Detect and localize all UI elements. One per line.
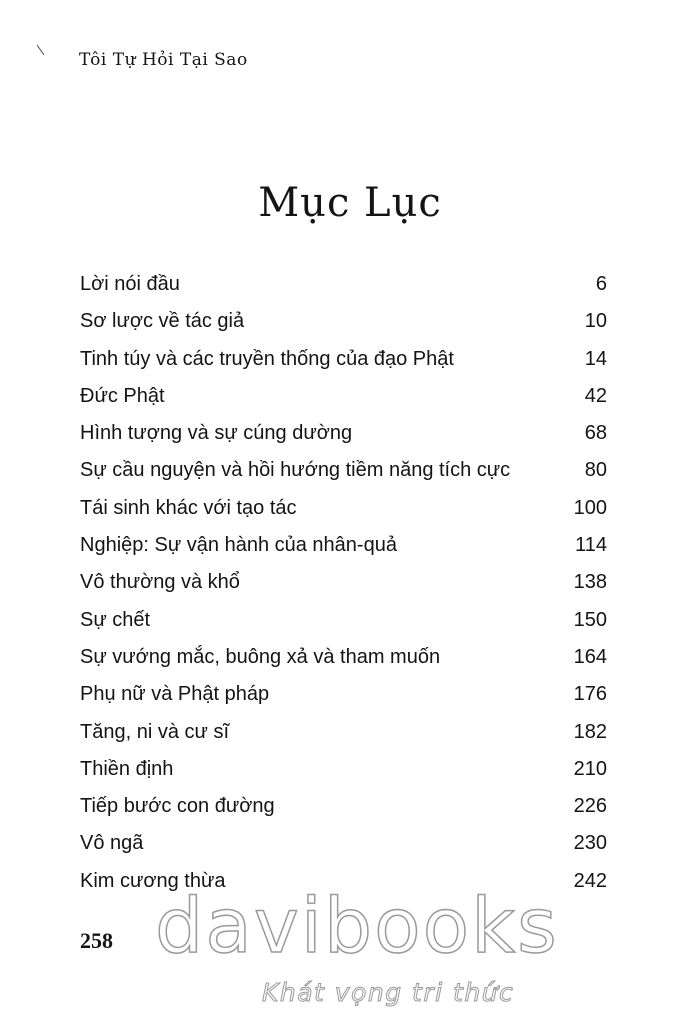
toc-entry-page: 210 xyxy=(573,757,607,780)
watermark-brand: davibooks xyxy=(155,881,559,970)
toc-entry xyxy=(80,303,607,340)
toc-entry-page: 10 xyxy=(584,310,607,333)
toc-entry-title: Sự vướng mắc, buông xả và tham muốn xyxy=(80,645,441,668)
toc-entry-page: 226 xyxy=(573,795,607,818)
toc-entry xyxy=(80,266,607,303)
toc-entry-title: Sự cầu nguyện và hồi hướng tiềm năng tích cực xyxy=(80,459,511,482)
toc-entry xyxy=(80,676,607,713)
toc-entry-page: 100 xyxy=(573,496,607,519)
toc-entry xyxy=(80,378,607,415)
toc-entry-title: Tăng, ni và cư sĩ xyxy=(80,720,230,743)
watermark-tagline: Khát vọng tri thức xyxy=(262,978,515,1007)
toc-entry-page: 182 xyxy=(573,720,607,743)
toc-entry-page: 164 xyxy=(573,645,607,668)
toc-entry xyxy=(80,788,607,825)
toc-entry-page: 6 xyxy=(595,273,607,295)
toc-entry-title: Đức Phật xyxy=(80,384,165,407)
toc-entry xyxy=(80,341,607,378)
toc-entry-title: Vô ngã xyxy=(80,832,144,855)
toc-entry-page: 242 xyxy=(573,869,607,892)
toc-entry-page: 176 xyxy=(573,683,607,706)
toc-entry-title: Tiếp bước con đường xyxy=(80,795,275,818)
toc-entry xyxy=(80,564,607,601)
toc-entry-title: Nghiệp: Sự vận hành của nhân-quả xyxy=(80,534,397,557)
toc-entry-page: 114 xyxy=(575,534,607,557)
toc-entry-title: Sự chết xyxy=(80,608,151,631)
toc-entry-page: 14 xyxy=(584,347,607,370)
toc-entry xyxy=(80,527,607,564)
toc-entry-title: Tái sinh khác với tạo tác xyxy=(80,496,297,519)
toc-entry xyxy=(80,490,607,527)
page-number: 258 xyxy=(80,928,113,953)
toc-entry-title: Vô thường và khổ xyxy=(80,571,240,594)
running-header: Tôi Tự Hỏi Tại Sao xyxy=(79,50,248,70)
toc-entry-page: 230 xyxy=(573,832,607,855)
toc-entry-page: 68 xyxy=(584,422,607,445)
scan-artifact-mark xyxy=(37,45,45,55)
toc-entry-page: 42 xyxy=(584,384,607,407)
toc-entry xyxy=(80,415,607,452)
toc-list xyxy=(80,266,607,900)
toc-entry-title: Hình tượng và sự cúng dường xyxy=(80,422,353,445)
toc-entry xyxy=(80,751,607,788)
toc-entry-title: Kim cương thừa xyxy=(80,869,226,892)
toc-entry xyxy=(80,639,607,676)
toc-entry-page: 150 xyxy=(573,608,607,631)
toc-entry-title: Lời nói đầu xyxy=(80,273,180,295)
toc-entry-page: 80 xyxy=(584,459,607,482)
toc-title: Mục Lục xyxy=(258,180,442,226)
toc-entry-page: 138 xyxy=(573,571,607,594)
toc-entry xyxy=(80,602,607,639)
toc-entry xyxy=(80,825,607,862)
toc-entry xyxy=(80,452,607,489)
toc-entry-title: Thiền định xyxy=(80,757,174,780)
toc-entry-title: Sơ lược về tác giả xyxy=(80,310,245,333)
toc-entry-title: Phụ nữ và Phật pháp xyxy=(80,683,270,706)
toc-entry xyxy=(80,714,607,751)
toc-entry-title: Tinh túy và các truyền thống của đạo Phật xyxy=(80,347,454,370)
